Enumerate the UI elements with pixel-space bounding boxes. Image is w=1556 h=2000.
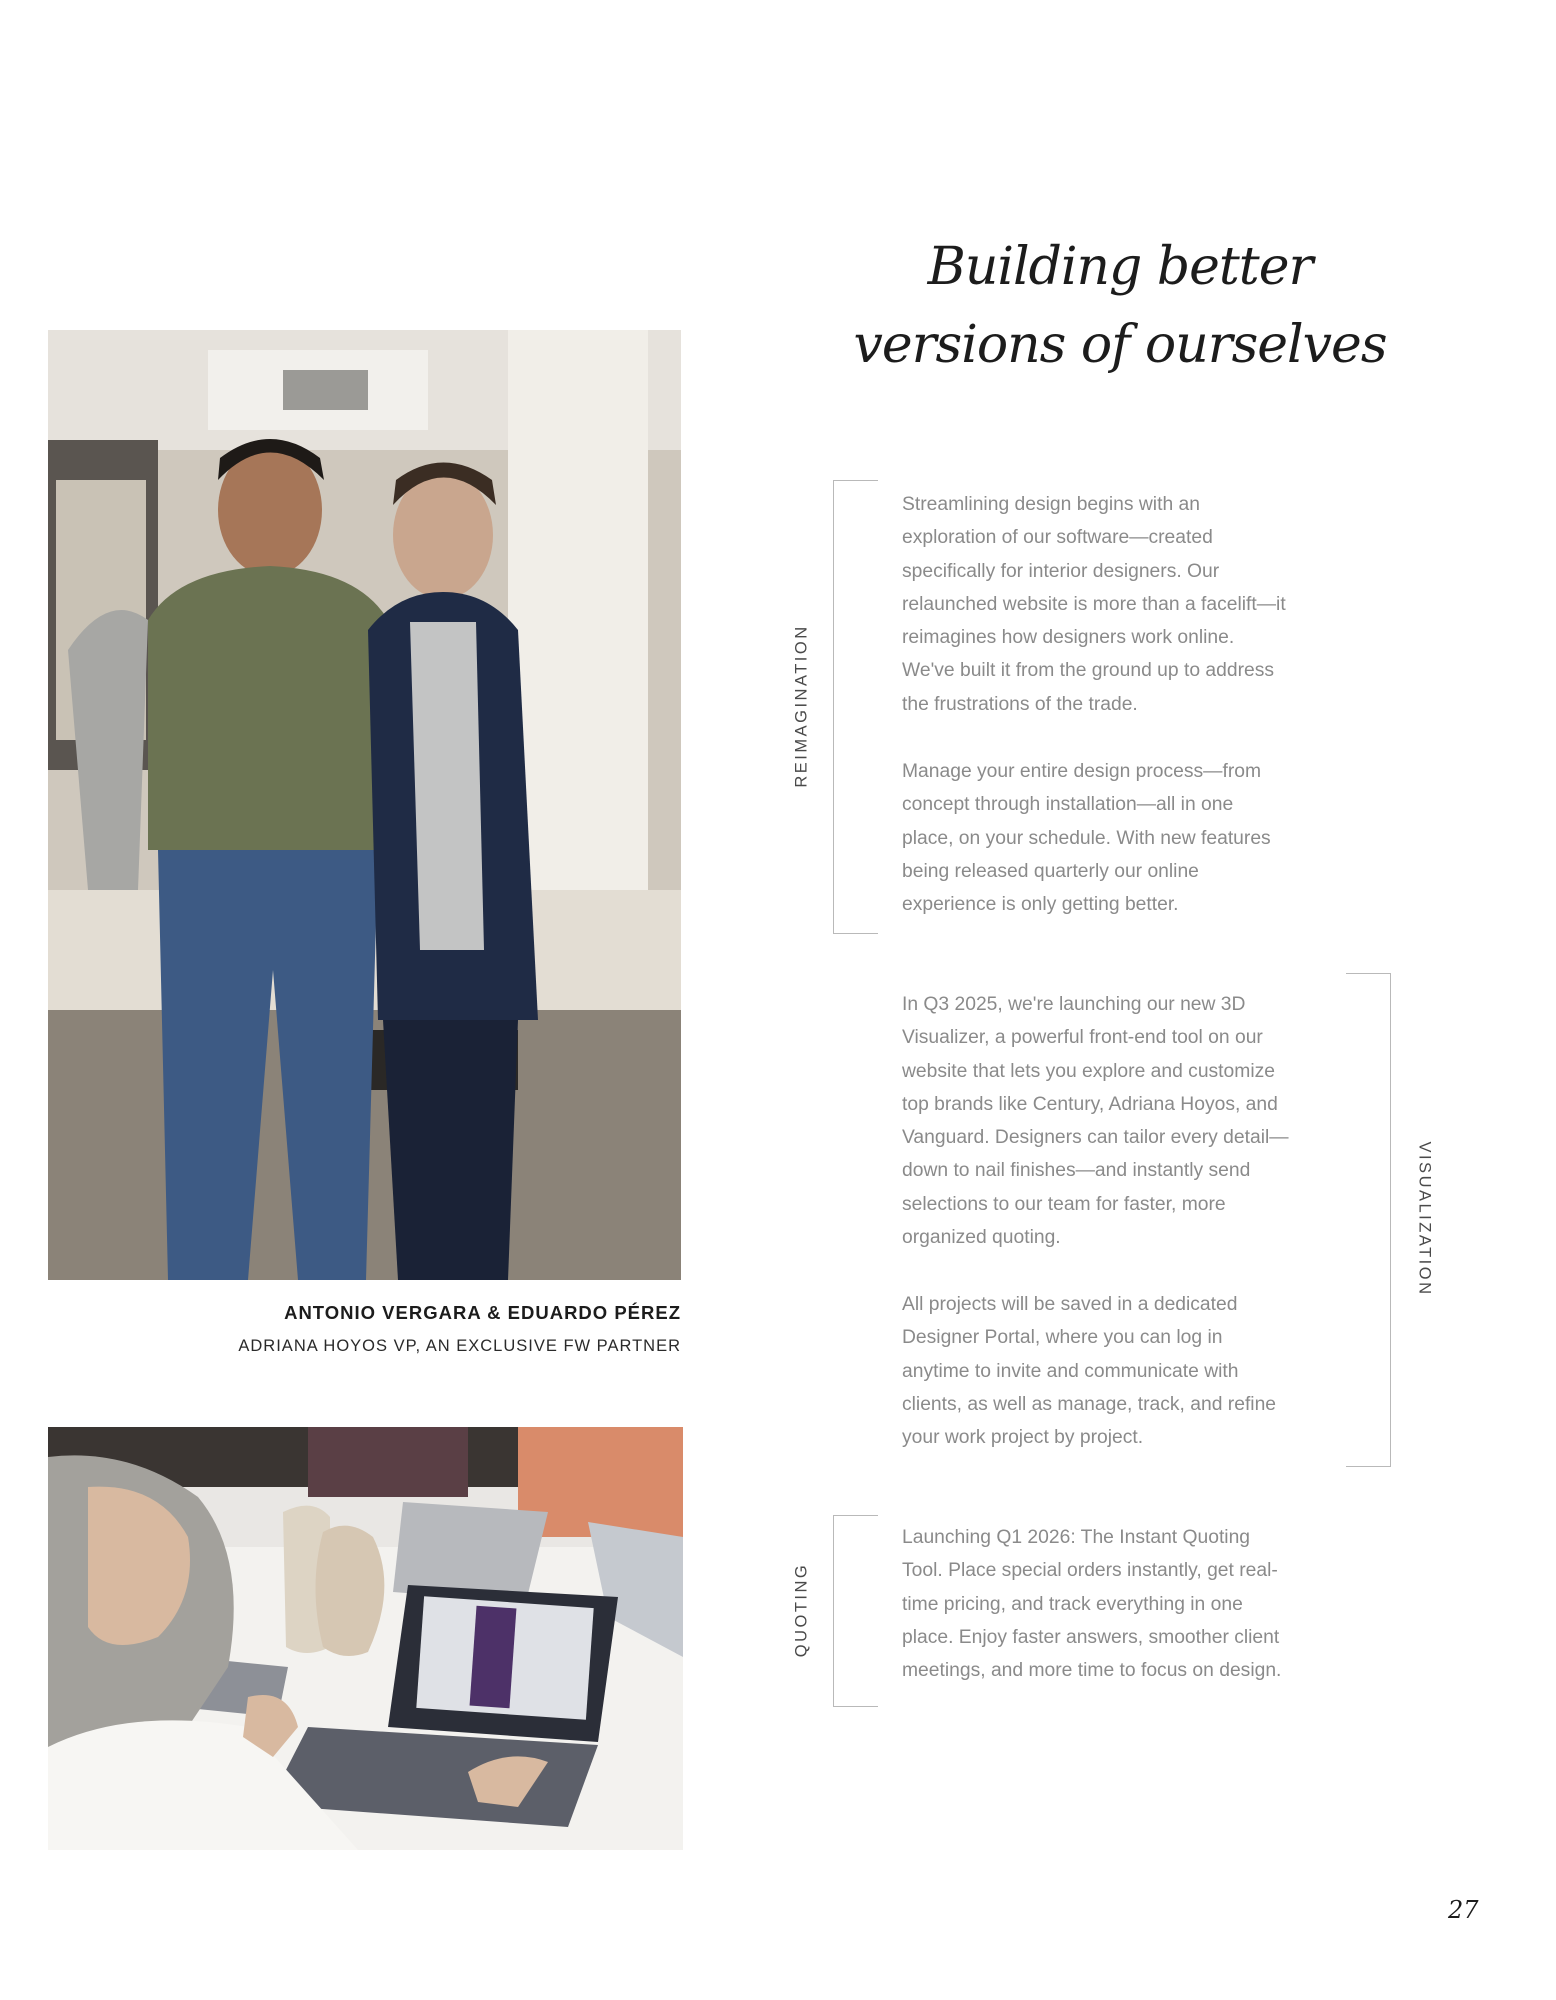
text-line: exploration of our software—created (902, 527, 1213, 549)
quoting-bracket (833, 1515, 878, 1707)
page-title-line-1: Building better (927, 237, 1313, 297)
text-line: In Q3 2025, we're launching our new 3D (902, 994, 1246, 1015)
meeting-photo (48, 1427, 683, 1850)
text-line: being released quarterly our online (902, 860, 1199, 882)
text-line: relaunched website is more than a facelift—it (902, 593, 1286, 615)
text-line: Designer Portal, where you can log in (902, 1327, 1223, 1349)
text-line: anytime to invite and communicate with (902, 1360, 1239, 1382)
caption-name: ANTONIO VERGARA & EDUARDO PÉREZ (284, 1302, 681, 1323)
text-line: Tool. Place special orders instantly, get real- (902, 1560, 1278, 1582)
text-line: the frustrations of the trade. (902, 693, 1138, 715)
text-line: experience is only getting better. (902, 894, 1179, 916)
text-line: Vanguard. Designers can tailor every detail— (902, 1127, 1289, 1149)
section-label-visualization: VISUALIZATION (1415, 1141, 1434, 1297)
text-line: place. Enjoy faster answers, smoother client (902, 1626, 1280, 1648)
text-line: concept through installation—all in one (902, 794, 1234, 816)
text-line: website that lets you explore and customize (902, 1060, 1275, 1082)
page-number: 27 (1448, 1896, 1479, 1924)
reimagination-paragraph-2 (902, 755, 1352, 921)
section-label-quoting: QUOTING (792, 1562, 811, 1658)
text-line: Launching Q1 2026: The Instant Quoting (902, 1527, 1251, 1548)
page-title-line-2: versions of ourselves (853, 315, 1387, 375)
text-line: We've built it from the ground up to address (902, 660, 1275, 682)
text-line: clients, as well as manage, track, and refine (902, 1393, 1277, 1415)
text-line: meetings, and more time to focus on design. (902, 1660, 1282, 1682)
text-line: Manage your entire design process—from (902, 761, 1262, 782)
text-line: down to nail finishes—and instantly send (902, 1160, 1251, 1182)
section-label-reimagination: REIMAGINATION (792, 624, 811, 788)
text-line: place, on your schedule. With new features (902, 827, 1271, 849)
text-line: time pricing, and track everything in one (902, 1593, 1243, 1615)
visualization-paragraph-1 (902, 988, 1352, 1254)
caption-role: ADRIANA HOYOS VP, AN EXCLUSIVE FW PARTNER (238, 1337, 681, 1355)
page-title (830, 228, 1410, 384)
text-line: Streamlining design begins with an (902, 494, 1200, 515)
text-line: organized quoting. (902, 1227, 1061, 1249)
text-line: selections to our team for faster, more (902, 1193, 1226, 1215)
reimagination-bracket (833, 480, 878, 934)
visualization-bracket (1346, 973, 1391, 1467)
quoting-paragraph (902, 1521, 1352, 1687)
visualization-paragraph-2 (902, 1288, 1352, 1454)
text-line: All projects will be saved in a dedicated (902, 1294, 1238, 1315)
portrait-photo (48, 330, 681, 1280)
text-line: your work project by project. (902, 1427, 1144, 1449)
text-line: top brands like Century, Adriana Hoyos, and (902, 1093, 1278, 1115)
text-line: specifically for interior designers. Our (902, 560, 1220, 582)
text-line: Visualizer, a powerful front-end tool on our (902, 1027, 1263, 1049)
reimagination-paragraph-1 (902, 488, 1352, 721)
text-line: reimagines how designers work online. (902, 627, 1235, 649)
